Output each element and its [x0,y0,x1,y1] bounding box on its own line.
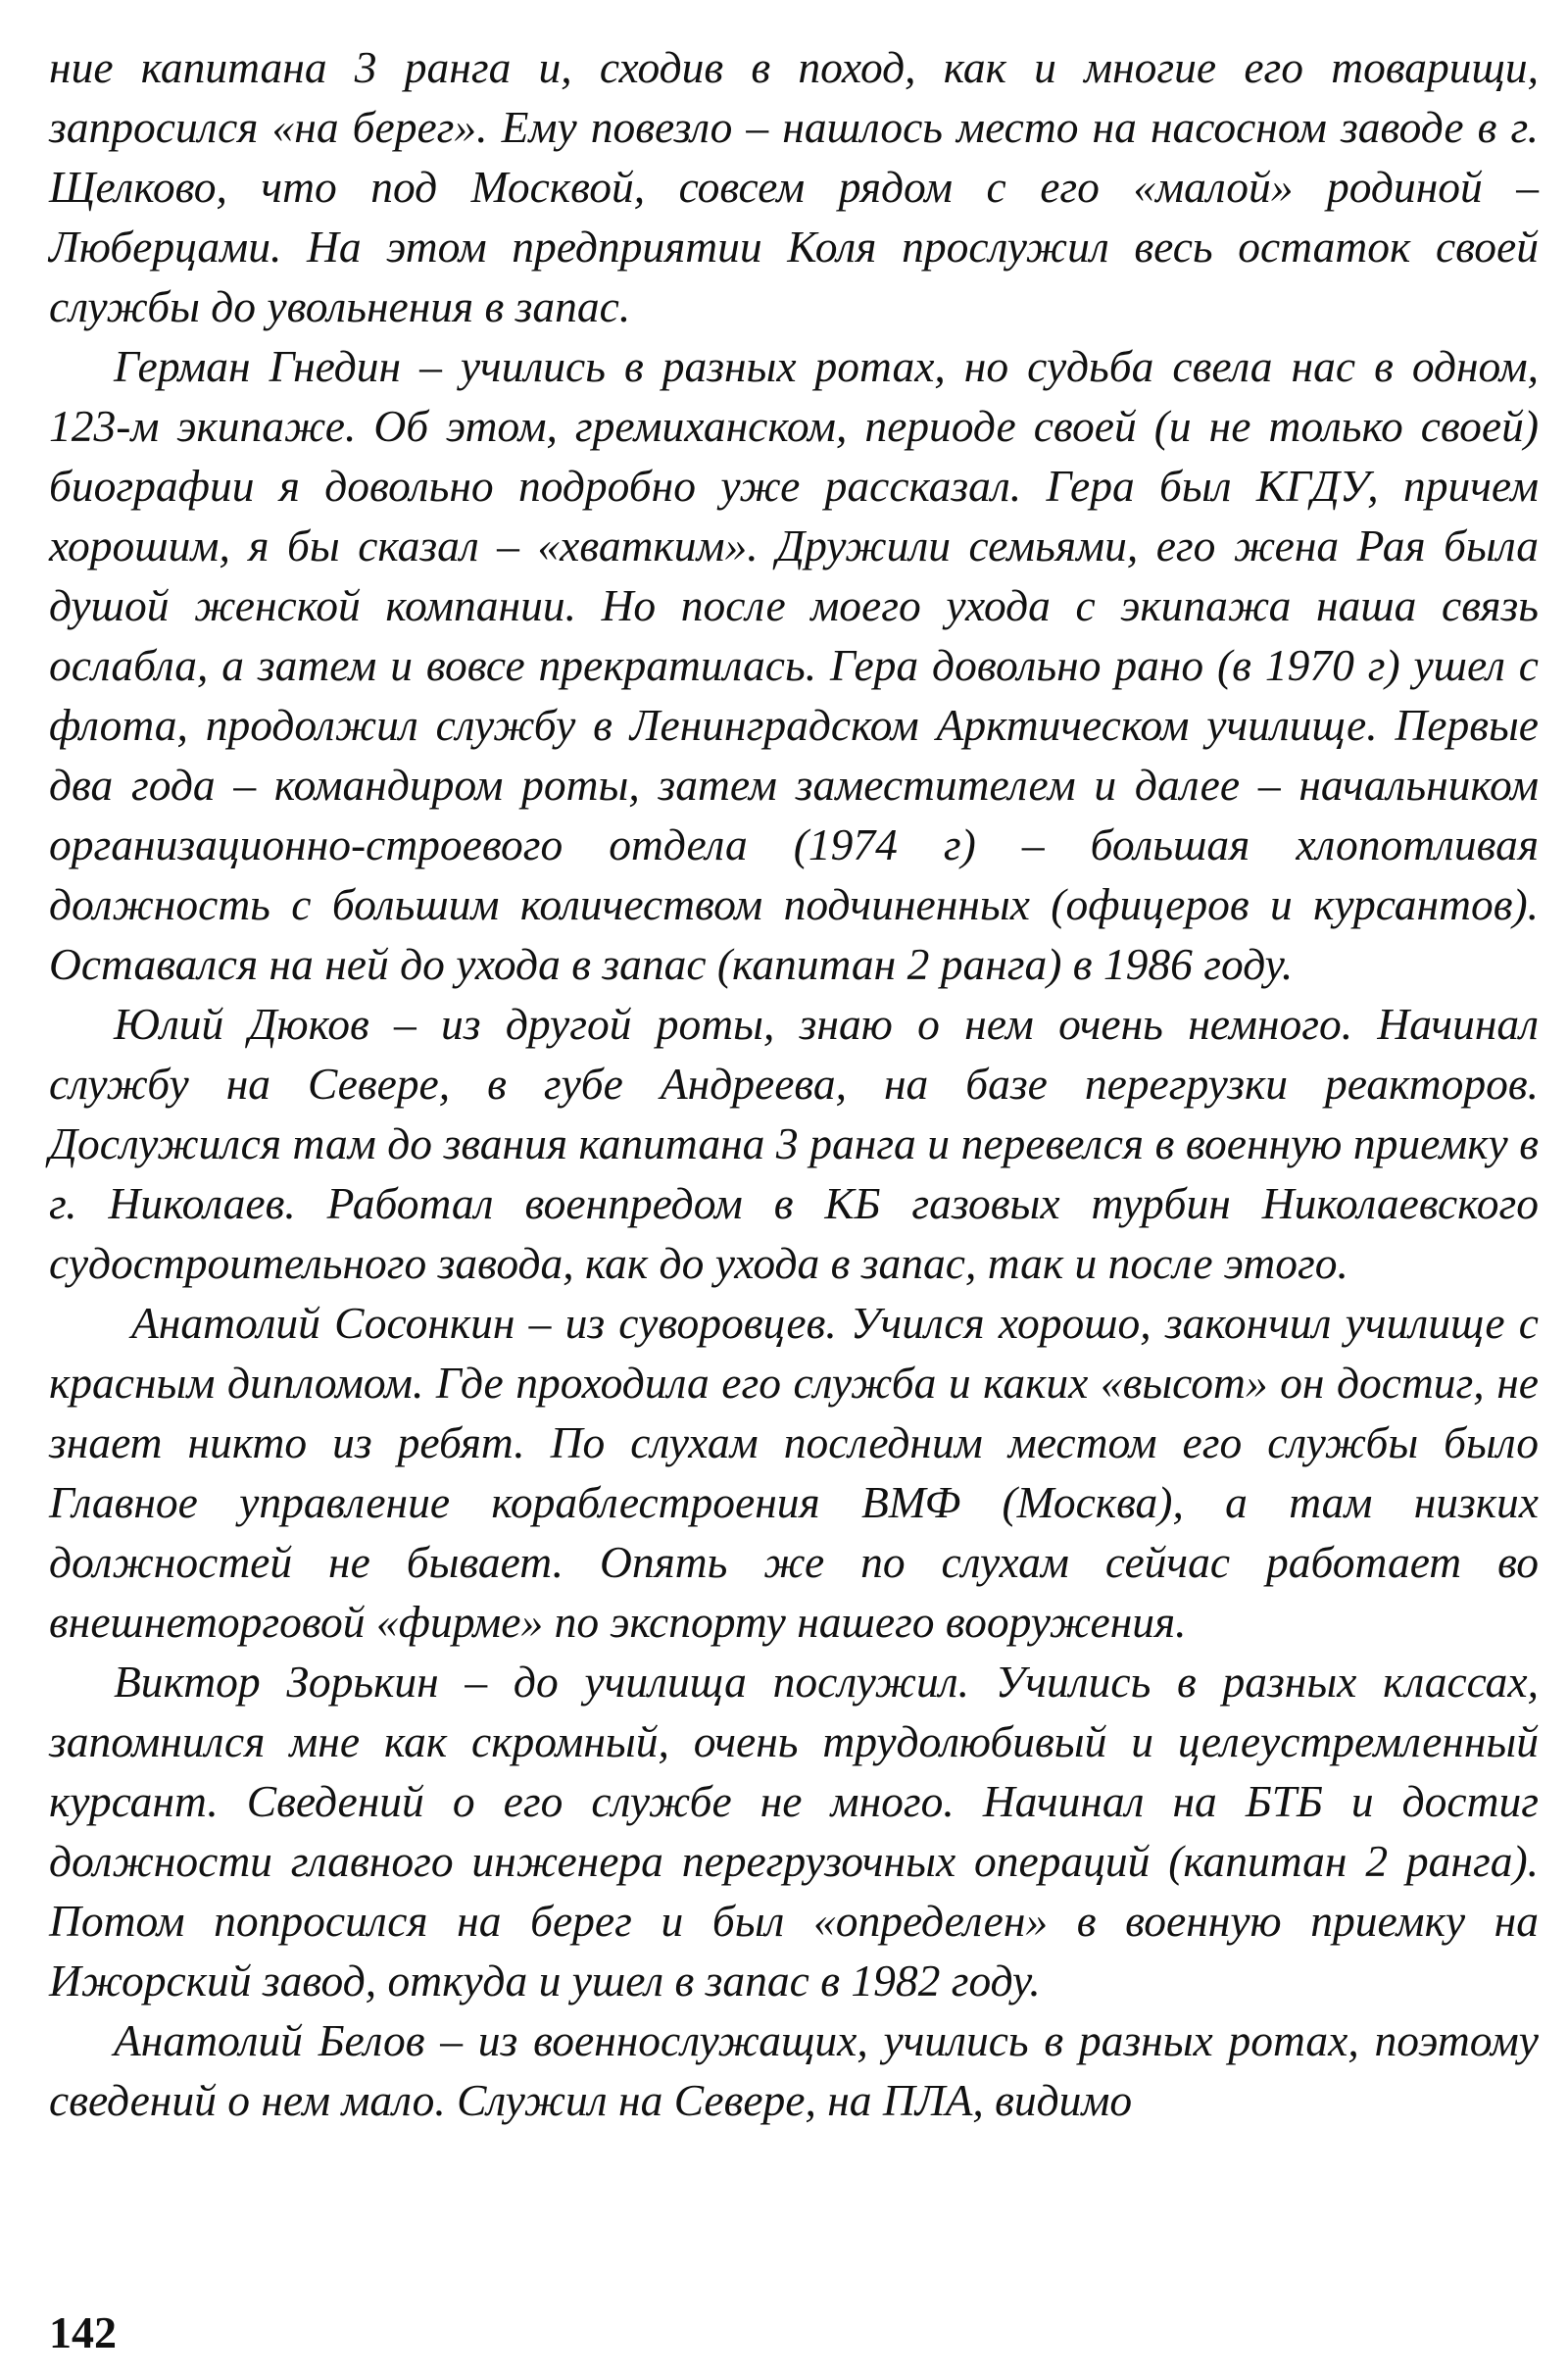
paragraph-zorkin: Виктор Зорькин – до училища послужил. Учились в разных классах, запомнился мне как скромный, очень трудолюбивый и целеустремленный курсант. Сведений о его службе не много. Начинал на БТБ и достиг должности главного инженера перегрузочных операций (капитан 2 ранга). Потом попросился на берег и был «определен» в военную приемку на Ижорский завод, откуда и ушел в запас в 1982 году. [49,1657,1539,2006]
paragraph-sosonkin: Анатолий Сосонкин – из суворовцев. Учился хорошо, закончил училище с красным дипломом. Где проходила его служба и каких «высот» он достиг, не знает никто из ребят. По слухам последним местом его службы было Главное управление кораблестроения ВМФ (Москва), а там низких должностей не бывает. Опять же по слухам сейчас работает во внешнеторговой «фирме» по экспорту нашего вооружения. [49,1298,1539,1647]
page-body [49,37,1539,2130]
paragraph-gnedin: Герман Гнедин – учились в разных ротах, но судьба свела нас в одном, 123-м экипаже. Об этом, гремиханском, периоде своей (и не только своей) биографии я довольно подробно уже рассказал. Гера был КГДУ, причем хорошим, я бы сказал – «хватким». Дружили семьями, его жена Рая была душой женской компании. Но после моего ухода с экипажа наша связь ослабла, а затем и вовсе прекратилась. Гера довольно рано (в 1970 г) ушел с флота, продолжил службу в Ленинградском Арктическом училище. Первые два года – командиром роты, затем заместителем и далее – начальником организационно-строевого отдела (1974 г) – большая хлопотливая должность с большим количеством подчиненных (офицеров и курсантов). Оставался на ней до ухода в запас (капитан 2 ранга) в 1986 году. [49,341,1539,989]
paragraph-dyukov: Юлий Дюков – из другой роты, знаю о нем очень немного. Начинал службу на Севере, в губе Андреева, на базе перегрузки реакторов. Дослужился там до звания капитана 3 ранга и перевелся в военную приемку в г. Николаев. Работал военпредом в КБ газовых турбин Николаевского судостроительного завода, как до ухода в запас, так и после этого. [49,999,1539,1288]
page-number: 142 [49,2307,117,2357]
paragraph-belov: Анатолий Белов – из военнослужащих, учились в разных ротах, поэтому сведений о нем мало. Служил на Севере, на ПЛА, видимо [49,2015,1539,2125]
paragraph-continuation: ние капитана 3 ранга и, сходив в поход, как и многие его товарищи, запросился «на берег». Ему повезло – нашлось место на насосном заводе в г. Щелково, что под Москвой, совсем рядом с его «малой» родиной – Люберцами. На этом предприятии Коля прослужил весь остаток своей службы до увольнения в запас. [49,42,1539,331]
